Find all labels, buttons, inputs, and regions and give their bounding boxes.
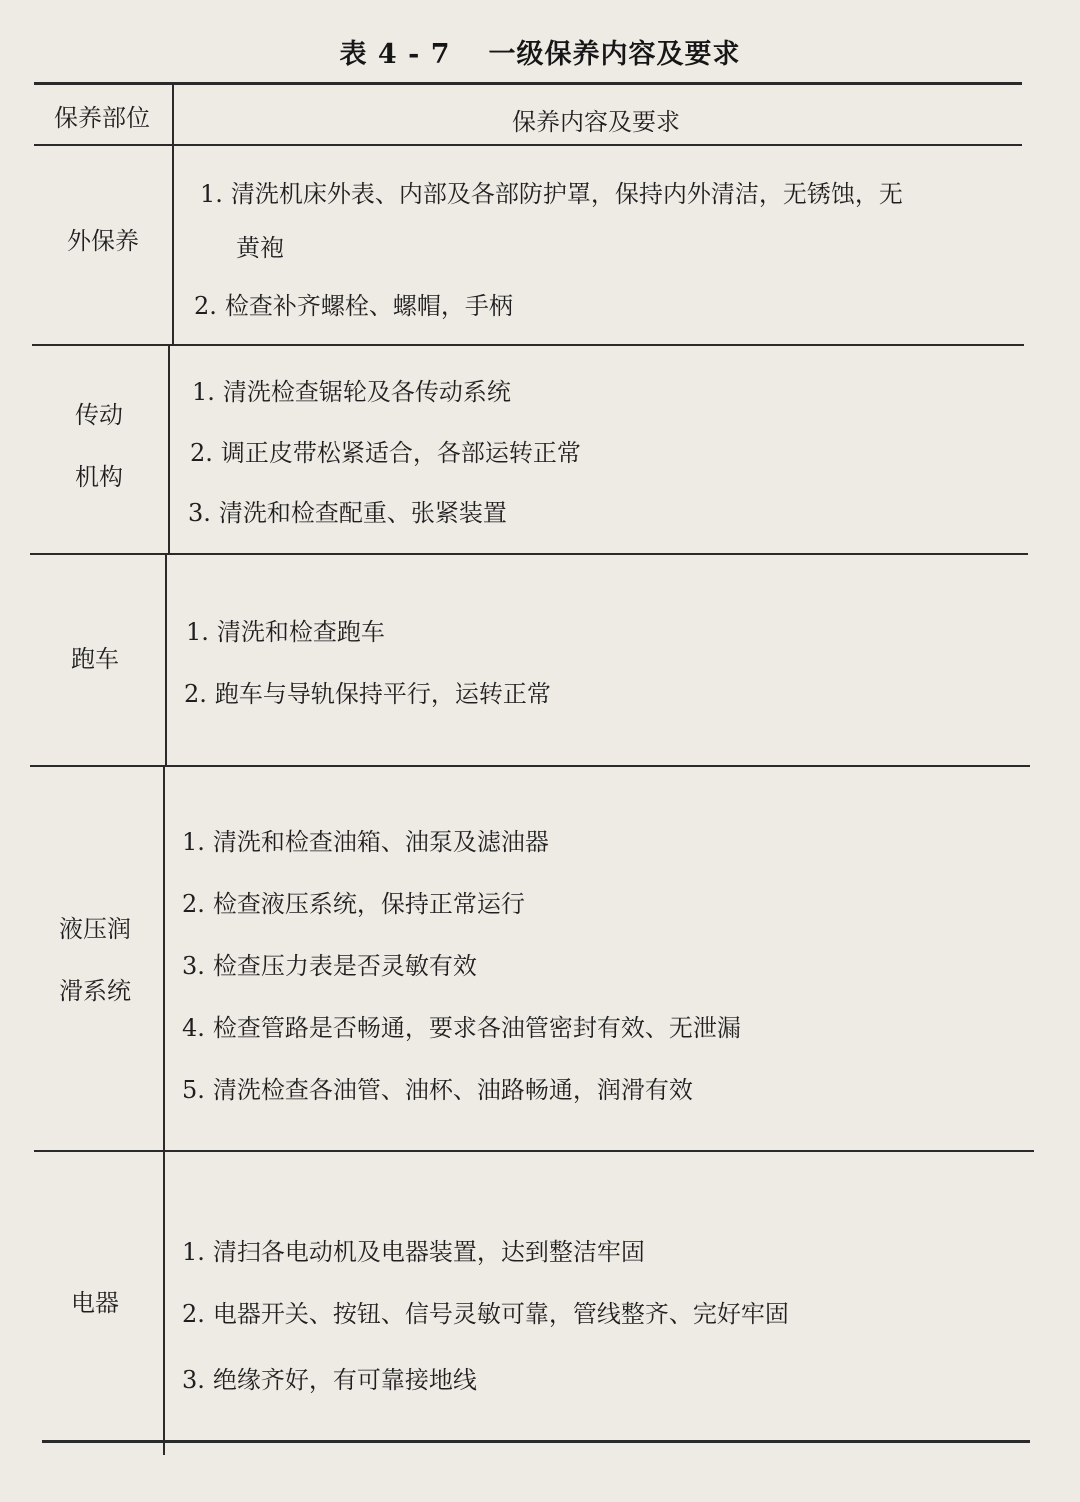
row-divider [30, 553, 1028, 555]
header-bottom-rule [34, 144, 1022, 146]
column-divider [165, 553, 167, 765]
row-divider [34, 1150, 1034, 1152]
list-item: 3. 检查压力表是否灵敏有效 [182, 952, 477, 980]
list-item: 2. 调正皮带松紧适合，各部运转正常 [190, 439, 581, 467]
row-divider [32, 344, 1024, 346]
table-number: 表 4 - 7 [339, 39, 451, 70]
row-divider [30, 765, 1030, 767]
row-part-label: 跑车 [71, 645, 119, 673]
list-item: 2. 跑车与导轨保持平行，运转正常 [184, 680, 551, 708]
table-bottom-rule [42, 1440, 1030, 1443]
table-top-rule [34, 82, 1022, 85]
row-part-label: 外保养 [67, 227, 139, 255]
list-item: 1. 清洗和检查油箱、油泵及滤油器 [182, 828, 549, 856]
row-part-label: 电器 [71, 1289, 119, 1317]
list-item: 1. 清扫各电动机及电器装置，达到整洁牢固 [182, 1238, 645, 1266]
header-part: 保养部位 [54, 104, 150, 132]
row-part-label: 液压润 滑系统 [59, 915, 131, 1005]
table-title [0, 32, 1080, 71]
list-item: 5. 清洗检查各油管、油杯、油路畅通，润滑有效 [182, 1076, 693, 1104]
column-divider [168, 344, 170, 553]
list-item: 3. 绝缘齐好，有可靠接地线 [182, 1366, 477, 1394]
column-divider [163, 765, 165, 1455]
list-item: 2. 检查补齐螺栓、螺帽，手柄 [194, 292, 513, 320]
row-part-label: 传动 机构 [75, 401, 123, 491]
header-content: 保养内容及要求 [512, 108, 680, 136]
list-item: 1. 清洗和检查跑车 [186, 618, 385, 646]
list-item: 4. 检查管路是否畅通，要求各油管密封有效、无泄漏 [182, 1014, 741, 1042]
list-item: 1. 清洗检查锯轮及各传动系统 [192, 378, 511, 406]
column-divider [172, 82, 174, 344]
list-item: 2. 电器开关、按钮、信号灵敏可靠，管线整齐、完好牢固 [182, 1300, 789, 1328]
list-item-continuation: 黄袍 [236, 234, 284, 262]
list-item: 3. 清洗和检查配重、张紧装置 [188, 499, 507, 527]
table-caption: 一级保养内容及要求 [488, 39, 741, 70]
list-item: 1. 清洗机床外表、内部及各部防护罩，保持内外清洁，无锈蚀，无 [200, 180, 903, 208]
list-item: 2. 检查液压系统，保持正常运行 [182, 890, 525, 918]
